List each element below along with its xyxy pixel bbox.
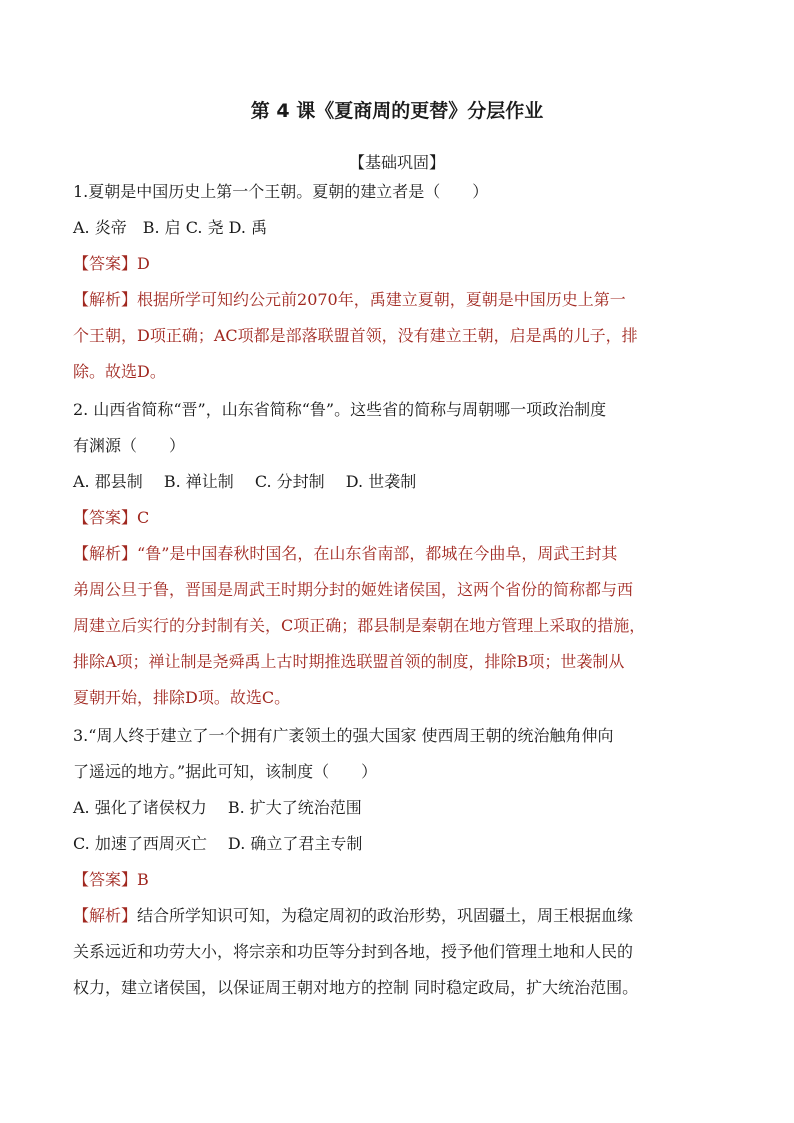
q1-analysis-line-3: 除。故选D。: [73, 362, 166, 381]
q2-analysis-text-1: “鲁”是中国春秋时国名，在山东省南部，都城在今曲阜，周武王封其: [137, 544, 618, 563]
q2-options: A. 郡县制 B. 禅让制 C. 分封制 D. 世袭制: [73, 472, 417, 491]
q1-answer-value: D: [137, 254, 150, 273]
page-title: 第 4 课《夏商周的更替》分层作业: [250, 100, 544, 122]
q2-analysis-line-4: 排除A项；禅让制是尧舜禹上古时期推选联盟首领的制度，排除B项；世袭制从: [73, 652, 625, 671]
q1-analysis-line-2: 个王朝，D项正确；AC项都是部落联盟首领，没有建立王朝，启是禹的儿子，排: [73, 326, 638, 345]
q3-analysis-line-2: 关系远近和功劳大小，将宗亲和功臣等分封到各地，授予他们管理土地和人民的: [73, 942, 634, 961]
q2-stem-line-1: 2. 山西省简称“晋”，山东省简称“鲁”。这些省的简称与周朝哪一项政治制度: [73, 400, 607, 419]
q2-analysis-line-1: [73, 544, 733, 564]
q1-answer-tag: 【答案】: [73, 254, 138, 273]
q3-analysis-text-1: 结合所学知识可知，为稳定周初的政治形势，巩固疆土，周王根据血缘: [137, 906, 634, 925]
q2-analysis-line-3: 周建立后实行的分封制有关，C项正确；郡县制是秦朝在地方管理上采取的措施，: [73, 616, 646, 635]
q1-answer: [73, 254, 733, 274]
q1-analysis-line-1: [73, 290, 733, 310]
q3-options-line-1: A. 强化了诸侯权力 B. 扩大了统治范围: [73, 798, 362, 817]
q2-analysis-line-2: 弟周公旦于鲁，晋国是周武王时期分封的姬姓诸侯国，这两个省份的简称都与西: [73, 580, 634, 599]
q3-options-line-2: C. 加速了西周灭亡 D. 确立了君主专制: [73, 834, 363, 853]
q2-analysis-tag: 【解析】: [73, 544, 138, 563]
q1-analysis-text-1: 根据所学可知约公元前2070年，禹建立夏朝，夏朝是中国历史上第一: [137, 290, 626, 309]
q2-answer-value: C: [137, 508, 150, 527]
q3-stem-line-1: 3.“周人终于建立了一个拥有广袤领土的强大国家 使西周王朝的统治触角伸向: [73, 726, 614, 745]
q2-answer: [73, 508, 733, 528]
q2-analysis-line-5: 夏朝开始，排除D项。故选C。: [73, 688, 291, 707]
section-heading: 【基础巩固】: [348, 153, 445, 172]
q2-stem-line-2: 有渊源（ ）: [73, 436, 186, 455]
q1-options: A. 炎帝 B. 启 C. 尧 D. 禹: [73, 218, 268, 237]
q2-answer-tag: 【答案】: [73, 508, 138, 527]
q3-answer: [73, 870, 733, 890]
q1-stem: 1.夏朝是中国历史上第一个王朝。夏朝的建立者是（ ）: [73, 182, 489, 201]
q3-analysis-tag: 【解析】: [73, 906, 138, 925]
q3-answer-tag: 【答案】: [73, 870, 138, 889]
q3-analysis-line-1: [73, 906, 733, 926]
q1-analysis-tag: 【解析】: [73, 290, 138, 309]
q3-stem-line-2: 了遥远的地方。”据此可知，该制度（ ）: [73, 762, 378, 781]
q3-answer-value: B: [137, 870, 149, 889]
q3-analysis-line-3: 权力，建立诸侯国，以保证周王朝对地方的控制 同时稳定政局，扩大统治范围。: [73, 978, 639, 997]
